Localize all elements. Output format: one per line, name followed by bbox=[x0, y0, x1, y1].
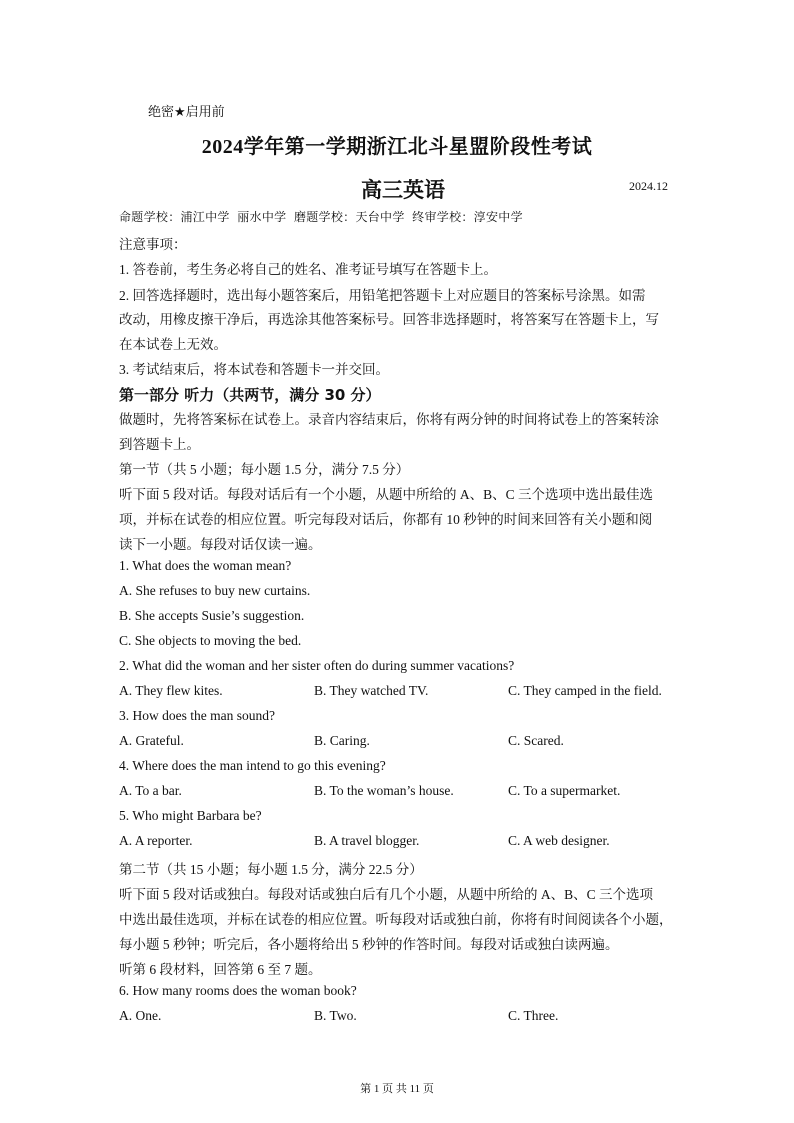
question-2-option-a: A. They flew kites. bbox=[119, 683, 223, 698]
question-1-option-b: B. She accepts Susie’s suggestion. bbox=[119, 608, 305, 623]
section1-instr-line-1: 听下面 5 段对话。每段对话后有一个小题，从题中所给的 A、B、C 三个选项中选出最佳选 bbox=[119, 487, 654, 502]
question-2-stem: 2. What did the woman and her sister often do during summer vacations? bbox=[119, 658, 515, 673]
section1-instr-line-2: 项，并标在试卷的相应位置。听完每段对话后，你都有 10 秒钟的时间来回答有关小题和阅 bbox=[119, 512, 653, 527]
subject-title: 高三英语 bbox=[361, 178, 445, 202]
section2-instr-line-1: 听下面 5 段对话或独白。每段对话或独白后有几个小题，从题中所给的 A、B、C 三个选项 bbox=[119, 887, 654, 902]
question-6-option-b: B. Two. bbox=[314, 1008, 357, 1023]
section1-instr-line-3: 读下一小题。每段对话仅读一遍。 bbox=[119, 537, 322, 552]
page-number: 第 1 页 共 11 页 bbox=[360, 1083, 434, 1095]
question-6-option-a: A. One. bbox=[119, 1008, 162, 1023]
note-item-2-line-3: 在本试卷上无效。 bbox=[119, 337, 227, 352]
question-1-option-c: C. She objects to moving the bed. bbox=[119, 633, 302, 648]
question-3-stem: 3. How does the man sound? bbox=[119, 708, 275, 723]
part1-heading: 第一部分 听力（共两节，满分 30 分） bbox=[119, 386, 381, 404]
question-3-option-b: B. Caring. bbox=[314, 733, 370, 748]
question-3-option-c: C. Scared. bbox=[508, 733, 564, 748]
part1-intro-line-1: 做题时，先将答案标在试卷上。录音内容结束后，你将有两分钟的时间将试卷上的答案转涂 bbox=[119, 412, 659, 427]
question-4-option-a: A. To a bar. bbox=[119, 783, 182, 798]
question-6-option-c: C. Three. bbox=[508, 1008, 559, 1023]
note-item-3: 3. 考试结束后，将本试卷和答题卡一并交回。 bbox=[119, 362, 389, 377]
question-4-stem: 4. Where does the man intend to go this evening? bbox=[119, 758, 386, 773]
question-2-option-c: C. They camped in the field. bbox=[508, 683, 662, 698]
section2-heading: 第二节（共 15 小题；每小题 1.5 分，满分 22.5 分） bbox=[119, 862, 423, 877]
school-info: 命题学校：浦江中学 丽水中学 磨题学校：天台中学 终审学校：淳安中学 bbox=[119, 210, 523, 224]
question-1-stem: 1. What does the woman mean? bbox=[119, 558, 292, 573]
question-6-stem: 6. How many rooms does the woman book? bbox=[119, 983, 357, 998]
question-4-option-b: B. To the woman’s house. bbox=[314, 783, 454, 798]
section2-instr-line-3: 每小题 5 秒钟；听完后，各小题将给出 5 秒钟的作答时间。每段对话或独白读两遍。 bbox=[119, 937, 619, 952]
question-5-option-b: B. A travel blogger. bbox=[314, 833, 420, 848]
section1-heading: 第一节（共 5 小题；每小题 1.5 分，满分 7.5 分） bbox=[119, 462, 410, 477]
question-5-option-c: C. A web designer. bbox=[508, 833, 610, 848]
question-5-stem: 5. Who might Barbara be? bbox=[119, 808, 262, 823]
exam-title: 2024学年第一学期浙江北斗星盟阶段性考试 bbox=[201, 136, 593, 158]
note-item-2-line-1: 2. 回答选择题时，选出每小题答案后，用铅笔把答题卡上对应题目的答案标号涂黑。如需 bbox=[119, 288, 646, 303]
notes-heading: 注意事项： bbox=[119, 237, 187, 252]
question-2-option-b: B. They watched TV. bbox=[314, 683, 429, 698]
confidential-label: 绝密★启用前 bbox=[148, 105, 225, 120]
exam-date: 2024.12 bbox=[629, 179, 668, 193]
note-item-1: 1. 答卷前，考生务必将自己的姓名、准考证号填写在答题卡上。 bbox=[119, 262, 497, 277]
note-item-2-line-2: 改动，用橡皮擦干净后，再选涂其他答案标号。回答非选择题时，将答案写在答题卡上，写 bbox=[119, 312, 659, 327]
material-6-instruction: 听第 6 段材料，回答第 6 至 7 题。 bbox=[119, 962, 322, 977]
part1-intro-line-2: 到答题卡上。 bbox=[119, 437, 200, 452]
question-3-option-a: A. Grateful. bbox=[119, 733, 184, 748]
section2-instr-line-2: 中选出最佳选项，并标在试卷的相应位置。听每段对话或独白前，你将有时间阅读各个小题， bbox=[119, 912, 673, 927]
question-1-option-a: A. She refuses to buy new curtains. bbox=[119, 583, 311, 598]
question-4-option-c: C. To a supermarket. bbox=[508, 783, 621, 798]
question-5-option-a: A. A reporter. bbox=[119, 833, 193, 848]
